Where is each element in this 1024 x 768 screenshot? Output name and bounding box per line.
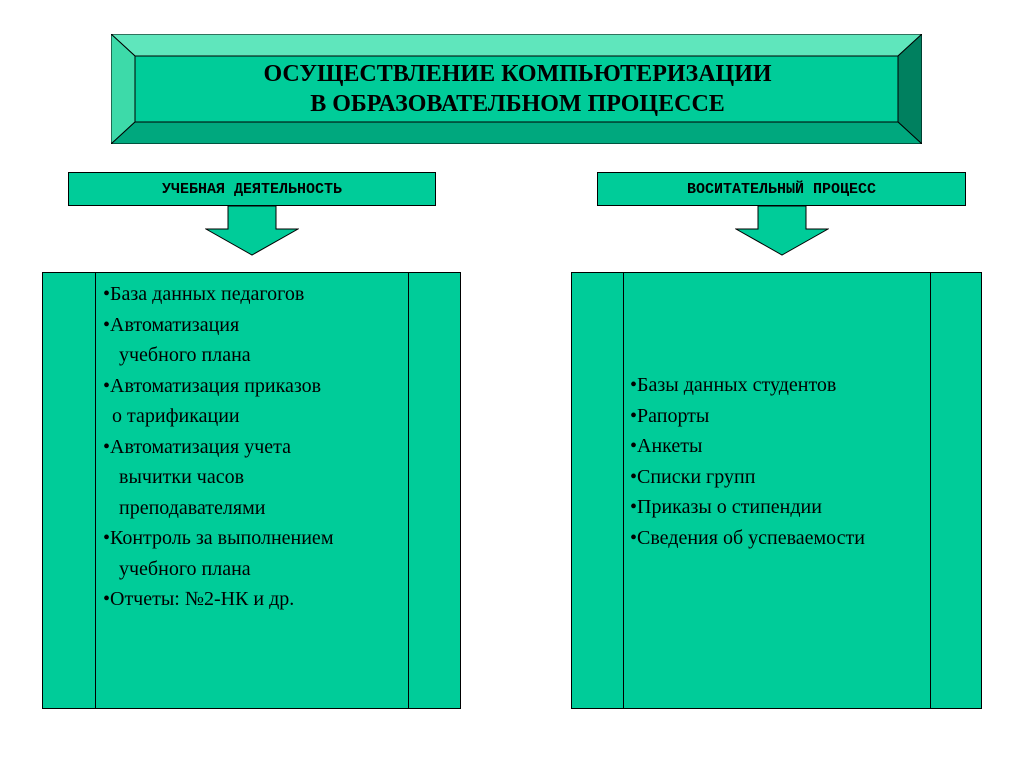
title-line-2: В ОБРАЗОВАТЕЛБНОМ ПРОЦЕССЕ: [310, 91, 725, 117]
list-item: •Автоматизация учета: [103, 435, 291, 458]
educational-activity-list: [103, 279, 433, 615]
list-item: •Приказы о стипендии: [630, 496, 822, 518]
list-item: •Автоматизация приказов: [103, 374, 322, 397]
list-item: •Списки групп: [630, 465, 756, 488]
panel-divider: [95, 273, 96, 708]
list-item-continuation: о тарификации: [112, 405, 240, 427]
educational-process-list: [630, 370, 960, 553]
header-educational-process: ВОСИТАТЕЛЬНЫЙ ПРОЦЕСС: [597, 172, 966, 206]
list-item: •Сведения об успеваемости: [630, 526, 865, 549]
down-arrow-left: [205, 206, 299, 256]
title-line-1: ОСУЩЕСТВЛЕНИЕ КОМПЬЮТЕРИЗАЦИИ: [263, 61, 772, 87]
panel-divider: [623, 273, 624, 708]
list-item-continuation: учебного плана: [119, 344, 251, 366]
list-item: •Контроль за выполнением: [103, 527, 334, 549]
page-title: [135, 56, 900, 122]
list-item: •База данных педагогов: [103, 283, 305, 305]
list-item: •Анкеты: [630, 435, 703, 457]
list-item: •Автоматизация: [103, 313, 240, 336]
header-educational-activity: УЧЕБНАЯ ДЕЯТЕЛЬНОСТЬ: [68, 172, 436, 206]
list-item: •Отчеты: №2-НК и др.: [103, 588, 295, 610]
down-arrow-right: [735, 206, 829, 256]
list-item: •Базы данных студентов: [630, 374, 837, 396]
list-item: •Рапорты: [630, 404, 710, 427]
list-item-continuation: преподавателями: [119, 496, 266, 519]
list-item-continuation: вычитки часов: [119, 466, 245, 488]
title-banner: [111, 34, 922, 144]
list-item-continuation: учебного плана: [119, 557, 251, 580]
